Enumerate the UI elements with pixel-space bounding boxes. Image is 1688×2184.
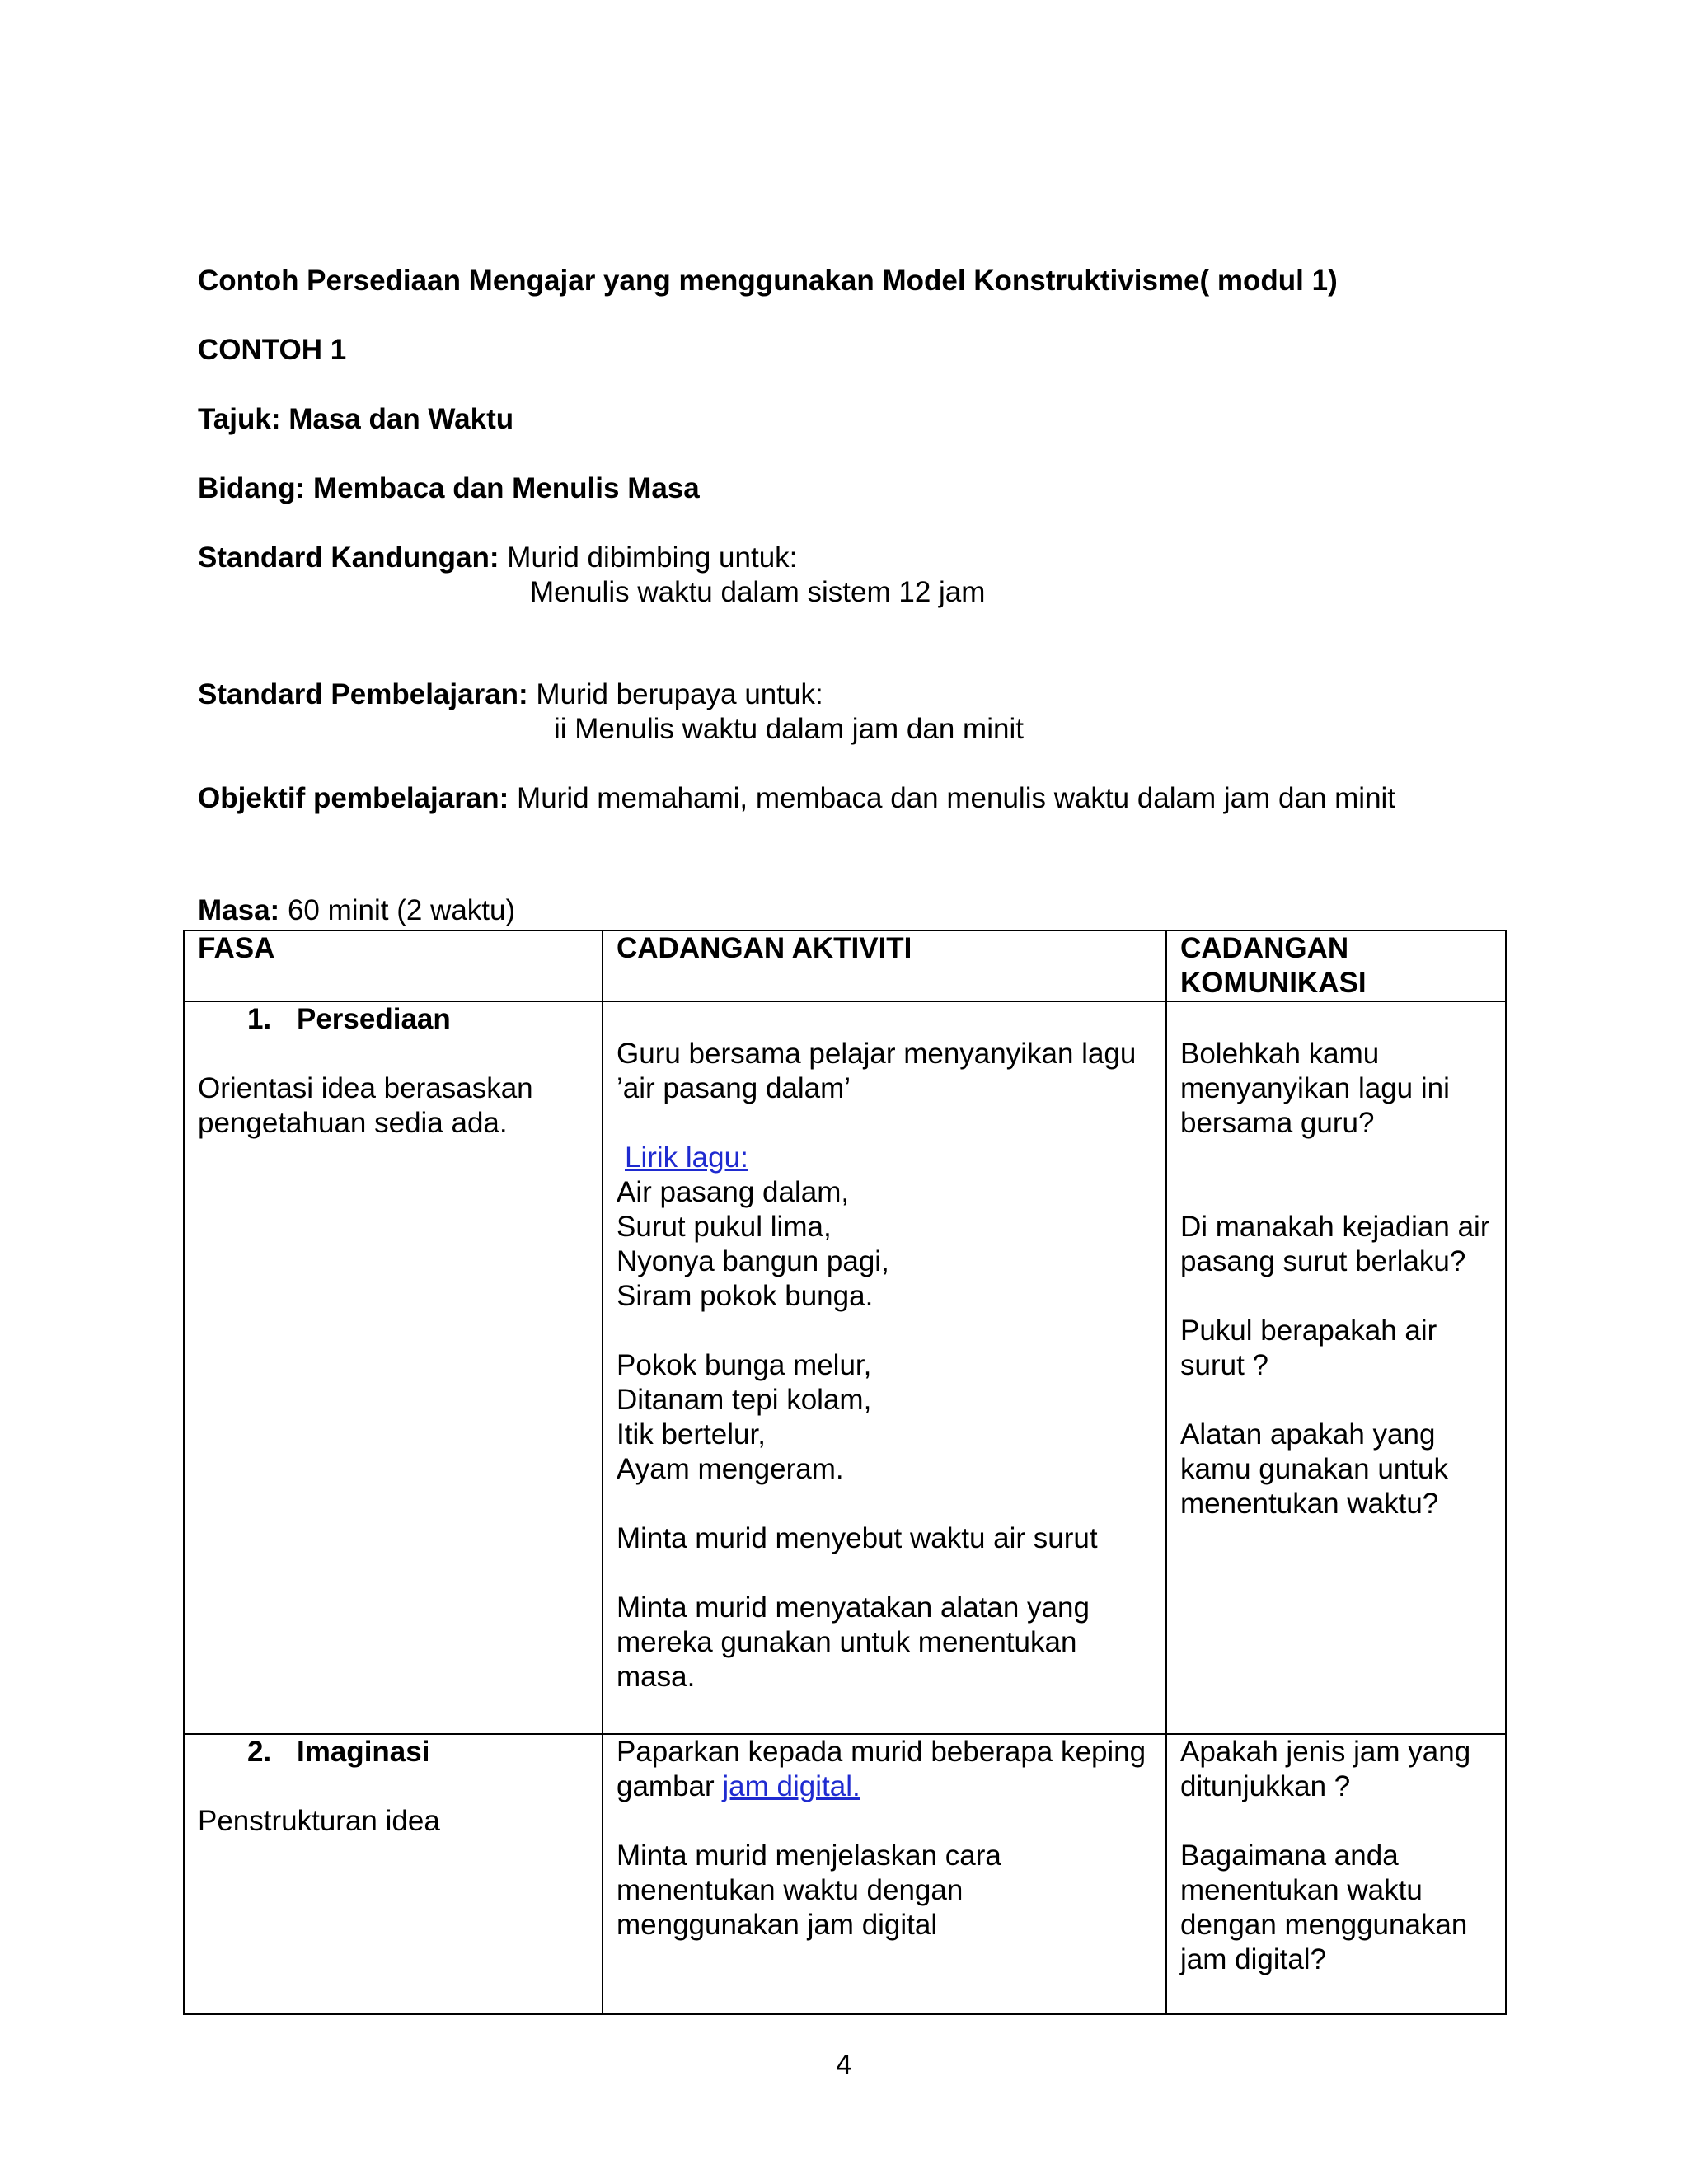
standard-pembelajaran	[198, 677, 1517, 712]
header-cadangan-aktiviti: CADANGAN AKTIVITI	[603, 930, 1166, 1001]
phase-cell	[184, 1001, 603, 1734]
activity-step: Minta murid menjelaskan cara menentukan waktu dengan menggunakan jam digital	[617, 1840, 1001, 1941]
lesson-table	[183, 930, 1507, 2015]
verse-line: Ditanam tepi kolam,	[617, 1384, 872, 1416]
standard-kandungan-line1: Murid dibimbing untuk:	[499, 541, 798, 574]
jam-digital-link[interactable]: jam digital.	[722, 1770, 860, 1802]
verse-line: Ayam mengeram.	[617, 1453, 844, 1485]
activity-intro: Guru bersama pelajar menyanyikan lagu ’air pasang dalam’	[617, 1038, 1137, 1104]
verse-line: Nyonya bangun pagi,	[617, 1245, 889, 1277]
activity-intro-text: Paparkan kepada murid beberapa keping gambar	[617, 1736, 1146, 1802]
communication-question: Bagaimana anda menentukan waktu dengan menggunakan jam digital?	[1180, 1840, 1468, 1975]
masa	[198, 893, 515, 928]
example-label: CONTOH 1	[198, 334, 347, 366]
verse-line: Air pasang dalam,	[617, 1176, 850, 1208]
table-header-row	[184, 930, 1506, 1001]
communication-question: Apakah jenis jam yang ditunjukkan ?	[1180, 1736, 1471, 1802]
activity-cell	[603, 1001, 1166, 1734]
bidang: Bidang: Membaca dan Menulis Masa	[198, 472, 700, 504]
communication-question: Pukul berapakah air surut ?	[1180, 1315, 1437, 1381]
standard-kandungan-label: Standard Kandungan:	[198, 541, 499, 574]
standard-kandungan-line2: Menulis waktu dalam sistem 12 jam	[530, 576, 986, 608]
phase-name: Imaginasi	[297, 1736, 430, 1768]
phase-title	[198, 1002, 588, 1037]
phase-description: Penstrukturan idea	[198, 1805, 440, 1837]
verse-line: Pokok bunga melur,	[617, 1349, 872, 1381]
header-fasa: FASA	[184, 930, 603, 1001]
table-row	[184, 1734, 1506, 2014]
objektif	[198, 781, 1517, 816]
communication-question: Bolehkah kamu menyanyikan lagu ini bersama guru?	[1180, 1038, 1450, 1139]
activity-intro	[617, 1735, 1152, 1804]
standard-kandungan	[198, 541, 1517, 575]
tajuk: Tajuk: Masa dan Waktu	[198, 403, 514, 435]
masa-label: Masa:	[198, 894, 280, 926]
communication-question: Di manakah kejadian air pasang surut berlaku?	[1180, 1211, 1490, 1277]
phase-cell	[184, 1734, 603, 2014]
document-header	[198, 264, 1517, 816]
phase-number: 1.	[247, 1003, 272, 1035]
standard-pembelajaran-label: Standard Pembelajaran:	[198, 678, 528, 710]
verse-line: Itik bertelur,	[617, 1418, 766, 1451]
phase-title	[198, 1735, 588, 1769]
activity-step: Minta murid menyatakan alatan yang mereka gunakan untuk menentukan masa.	[617, 1591, 1090, 1693]
phase-name: Persediaan	[297, 1003, 451, 1035]
phase-number: 2.	[247, 1736, 272, 1768]
table-row	[184, 1001, 1506, 1734]
verse-line: Siram pokok bunga.	[617, 1280, 874, 1312]
communication-cell	[1166, 1734, 1506, 2014]
document-heading: Contoh Persediaan Mengajar yang menggunakan Model Konstruktivisme( modul 1)	[198, 265, 1338, 297]
masa-text: 60 minit (2 waktu)	[279, 894, 516, 926]
page-number: 4	[835, 2050, 853, 2081]
activity-step: Minta murid menyebut waktu air surut	[617, 1522, 1098, 1554]
header-cadangan-komunikasi: CADANGAN KOMUNIKASI	[1166, 930, 1506, 1001]
activity-cell	[603, 1734, 1166, 2014]
communication-question: Alatan apakah yang kamu gunakan untuk menentukan waktu?	[1180, 1418, 1448, 1520]
communication-cell	[1166, 1001, 1506, 1734]
standard-pembelajaran-line2: ii Menulis waktu dalam jam dan minit	[554, 713, 1024, 745]
verse-line: Surut pukul lima,	[617, 1211, 832, 1243]
objektif-label: Objektif pembelajaran:	[198, 782, 509, 814]
lyrics-link[interactable]: Lirik lagu:	[625, 1141, 748, 1174]
standard-pembelajaran-line1: Murid berupaya untuk:	[528, 678, 823, 710]
phase-description: Orientasi idea berasaskan pengetahuan sedia ada.	[198, 1072, 533, 1139]
objektif-text: Murid memahami, membaca dan menulis waktu dalam jam dan minit	[509, 782, 1396, 814]
